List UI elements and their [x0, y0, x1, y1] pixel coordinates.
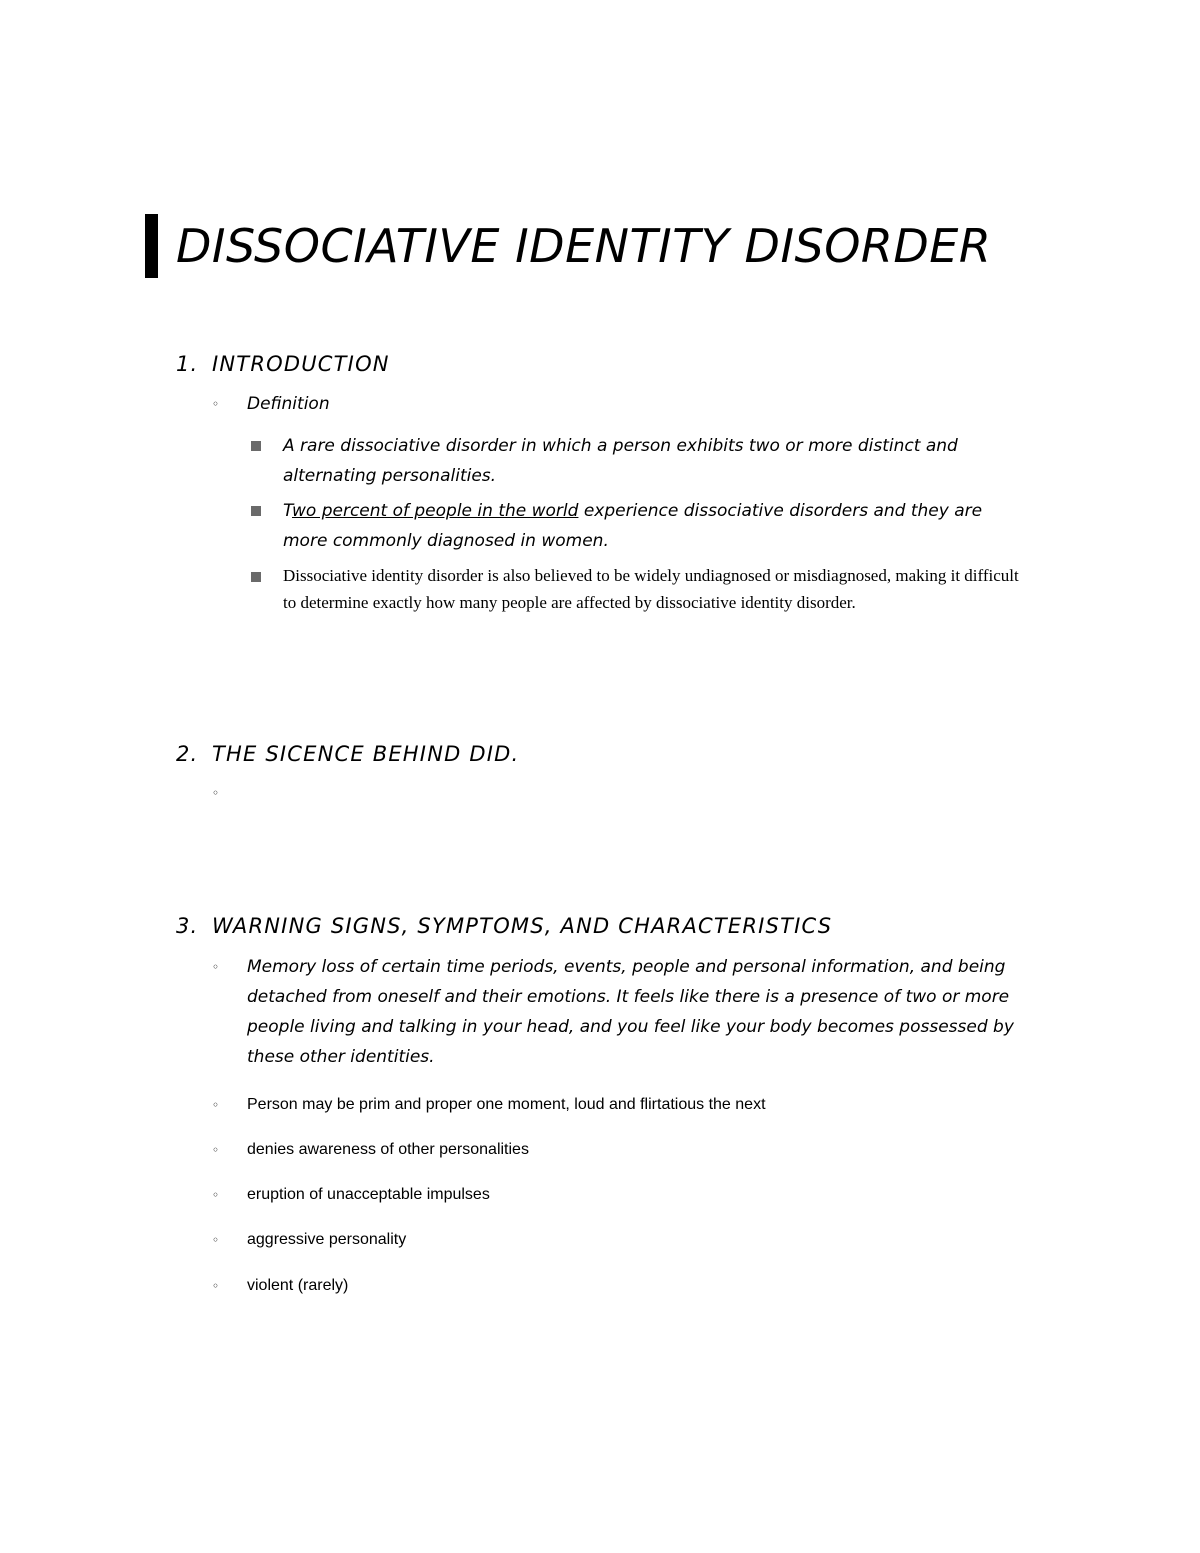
- list-item-label: Definition: [247, 394, 330, 414]
- sublist-item-text: A rare dissociative disorder in which a person exhibits two or more distinct and alternating personalities.: [283, 436, 958, 486]
- hollow-circle-bullet-icon: ◦: [212, 786, 220, 800]
- section-number: 2.: [176, 742, 199, 766]
- document-title-block: [145, 214, 991, 278]
- list-item-label: aggressive personality: [247, 1231, 407, 1248]
- list-item-label: Memory loss of certain time periods, events, people and personal information, and being detached from oneself and their emotions. It feels like there is a presence of two or more people living and talking in your head, and you feel like your body becomes possessed by these other identities.: [247, 957, 1014, 1067]
- section-title: THE SICENCE BEHIND DID.: [212, 742, 520, 766]
- section-number: 3.: [176, 914, 199, 938]
- document-title: DISSOCIATIVE IDENTITY DISORDER: [176, 219, 992, 273]
- underlined-phrase: wo percent of people in the world: [292, 501, 579, 521]
- list-item-label: Person may be prim and proper one moment, loud and flirtatious the next: [247, 1096, 766, 1113]
- hollow-circle-bullet-icon: ◦: [212, 1143, 220, 1157]
- first-letter: T: [283, 501, 292, 521]
- sublist-item-text: Dissociative identity disorder is also believed to be widely undiagnosed or misdiagnosed, making it difficult to determine exactly how many people are affected by dissociative identity disorder.: [283, 566, 1019, 612]
- sentence-rest: experience dissociative disorders and they are more commonly diagnosed in women.: [283, 501, 983, 551]
- section-title: INTRODUCTION: [212, 352, 390, 376]
- list-item-label: denies awareness of other personalities: [247, 1141, 529, 1158]
- section-heading-science: [176, 740, 519, 768]
- square-bullet-icon: [251, 572, 261, 582]
- hollow-circle-bullet-icon: ◦: [212, 1188, 220, 1202]
- hollow-circle-bullet-icon: ◦: [212, 1098, 220, 1112]
- hollow-circle-bullet-icon: ◦: [212, 1279, 220, 1293]
- list-item-label: violent (rarely): [247, 1277, 349, 1294]
- square-bullet-icon: [251, 506, 261, 516]
- square-bullet-icon: [251, 441, 261, 451]
- hollow-circle-bullet-icon: ◦: [212, 1233, 220, 1247]
- section-number: 1.: [176, 352, 199, 376]
- hollow-circle-bullet-icon: ◦: [212, 960, 220, 974]
- section-title: WARNING SIGNS, SYMPTOMS, AND CHARACTERISTICS: [212, 914, 833, 938]
- section-heading-introduction: [176, 350, 390, 378]
- list-item-label: eruption of unacceptable impulses: [247, 1186, 490, 1203]
- hollow-circle-bullet-icon: ◦: [212, 397, 220, 411]
- section-heading-warning-signs: [176, 912, 832, 940]
- title-accent-bar: [145, 214, 158, 278]
- sublist-item-text: [283, 496, 1023, 556]
